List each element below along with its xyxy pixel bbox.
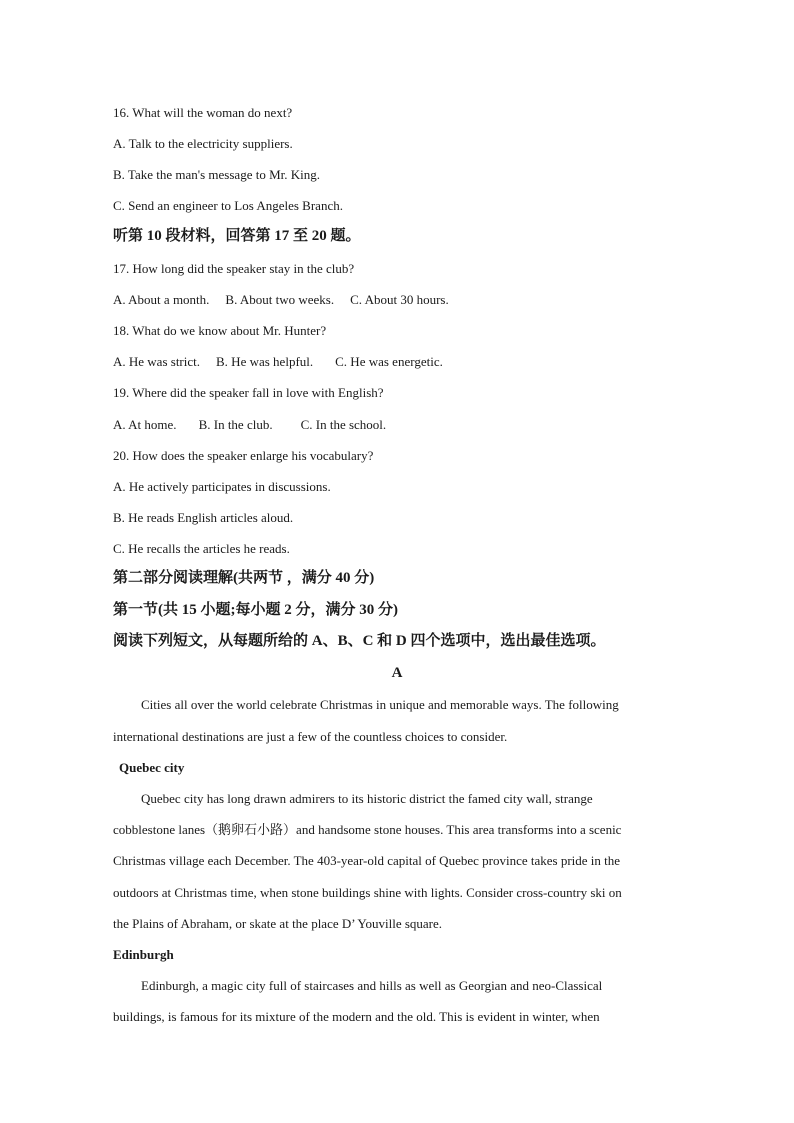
option-20c: C. He recalls the articles he reads. — [113, 541, 290, 556]
option-17b: B. About two weeks. — [225, 292, 335, 307]
passage-label: A — [391, 665, 403, 681]
option-20a: A. He actively participates in discussions. — [113, 479, 331, 494]
option-18c: C. He was energetic. — [335, 354, 443, 369]
intro-line-2: international destinations are just a few of the countless choices to consider. — [113, 729, 508, 744]
option-18a: A. He was strict. — [113, 354, 201, 369]
question-16: 16. What will the woman do next? — [113, 105, 293, 120]
part-two-heading: 第二部分阅读理解(共两节 ，满分 40 分) — [113, 570, 375, 586]
quebec-line-1: Quebec city has long drawn admirers to its historic district the famed city wall, strange — [141, 791, 593, 806]
option-16c: C. Send an engineer to Los Angeles Branch. — [113, 198, 343, 213]
section-10-heading: 听第 10 段材料，回答第 17 至 20 题。 — [113, 228, 361, 244]
option-19c: C. In the school. — [300, 417, 387, 432]
option-16a: A. Talk to the electricity suppliers. — [113, 136, 293, 151]
quebec-heading: Quebec city — [119, 760, 185, 775]
intro-line-1: Cities all over the world celebrate Christmas in unique and memorable ways. The following — [141, 697, 619, 712]
quebec-line-4: outdoors at Christmas time, when stone buildings shine with lights. Consider cross-country ski on — [113, 885, 622, 900]
option-17c: C. About 30 hours. — [350, 292, 449, 307]
option-18b: B. He was helpful. — [216, 354, 314, 369]
edinburgh-line-2: buildings, is famous for its mixture of the modern and the old. This is evident in winter, when — [113, 1009, 600, 1024]
quebec-line-5: the Plains of Abraham, or skate at the place D’ Youville square. — [113, 916, 443, 931]
question-20: 20. How does the speaker enlarge his vocabulary? — [113, 448, 374, 463]
question-17: 17. How long did the speaker stay in the club? — [113, 261, 355, 276]
edinburgh-heading: Edinburgh — [113, 947, 174, 962]
option-17a: A. About a month. — [113, 292, 210, 307]
options-19 — [113, 417, 386, 433]
option-20b: B. He reads English articles aloud. — [113, 510, 294, 525]
section-one-heading: 第一节(共 15 小题;每小题 2 分，满分 30 分) — [113, 602, 398, 618]
question-18: 18. What do we know about Mr. Hunter? — [113, 323, 327, 338]
option-19b: B. In the club. — [198, 417, 273, 432]
quebec-line-3: Christmas village each December. The 403-year-old capital of Quebec province takes pride in the — [113, 853, 621, 868]
question-19: 19. Where did the speaker fall in love with English? — [113, 385, 384, 400]
edinburgh-line-1: Edinburgh, a magic city full of staircases and hills as well as Georgian and neo-Classical — [141, 978, 603, 993]
options-17 — [113, 292, 449, 308]
reading-instruction: 阅读下列短文，从每题所给的 A、B、C 和 D 四个选项中，选出最佳选项。 — [113, 633, 606, 649]
option-19a: A. At home. — [113, 417, 177, 432]
quebec-line-2: cobblestone lanes（鹅卵石小路）and handsome stone houses. This area transforms into a scenic — [113, 822, 622, 837]
options-18 — [113, 354, 443, 370]
option-16b: B. Take the man's message to Mr. King. — [113, 167, 320, 182]
